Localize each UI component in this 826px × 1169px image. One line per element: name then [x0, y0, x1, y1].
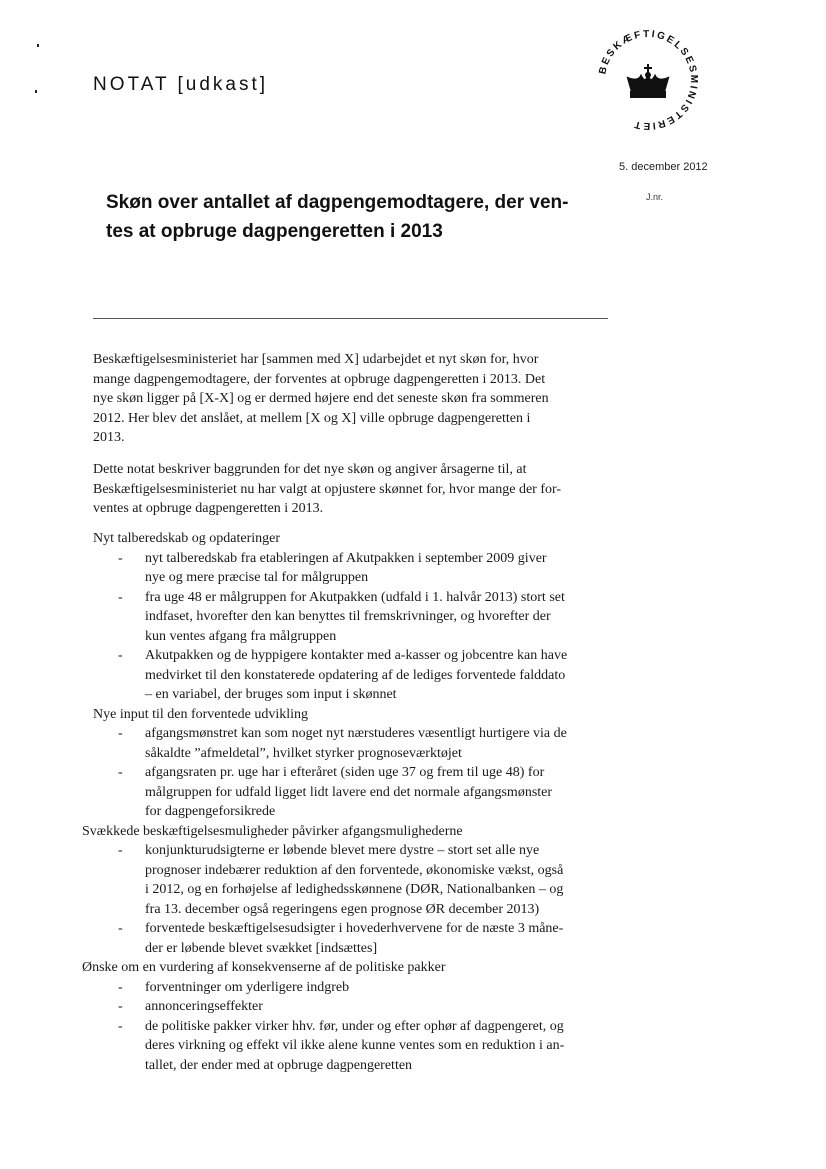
bullet-dash: -	[118, 921, 123, 936]
bullet-line: nyt talberedskab fra etableringen af Akutpakken i september 2009 giver	[145, 550, 547, 566]
paragraph-line: 2012. Her blev det anslået, at mellem [X og X] ville opbruge dagpengeretten i	[93, 410, 531, 426]
bullet-dash: -	[118, 979, 123, 995]
bullet-dash: -	[118, 843, 123, 858]
document-title	[106, 188, 606, 246]
bullet-line: for dagpengeforsikrede	[145, 804, 276, 819]
crown-icon	[588, 20, 708, 140]
title-divider	[93, 318, 608, 319]
bullet-line: annonceringseffekter	[145, 999, 263, 1014]
bullet-dash: -	[118, 1018, 123, 1034]
scan-speck	[37, 44, 39, 47]
section-heading: Nye input til den forventede udvikling	[93, 706, 309, 722]
paragraph-line: mange dagpengemodtagere, der forventes at opbruge dagpengeretten i 2013. Det	[93, 371, 546, 387]
bullet-item	[82, 997, 642, 1017]
bullet-item	[82, 978, 642, 998]
svg-text:BESKÆFTIGELSESMINISTERIET: BESKÆFTIGELSESMINISTERIET	[597, 28, 700, 132]
title-line: Skøn over antallet af dagpengemodtagere, der ven-	[106, 192, 569, 213]
bullet-line: medvirket til den konstaterede opdatering af de lediges forventede falddato	[145, 667, 566, 683]
bullet-line: målgruppen for udfald ligget lidt lavere end det normale afgangsmønster	[145, 784, 553, 800]
sections-list	[82, 529, 642, 1075]
journal-number-label: J.nr.	[646, 192, 664, 202]
bullet-item	[82, 1017, 642, 1076]
paragraph-line: Dette notat beskriver baggrunden for det nye skøn og angiver årsagerne til, at	[93, 462, 527, 477]
bullet-line: forventede beskæftigelsesudsigter i hovederhvervene for de næste 3 måne-	[145, 921, 564, 936]
bullet-line: der er løbende blevet svækket [indsættes]	[145, 940, 378, 956]
bullet-line: såkaldte ”afmeldetal”, hvilket styrker prognoseværktøjet	[145, 745, 462, 761]
paragraph-line: ventes at opbruge dagpengeretten i 2013.	[93, 501, 324, 516]
bullet-item	[82, 588, 642, 647]
section-heading: Ønske om en vurdering af konsekvenserne af de politiske pakker	[82, 960, 446, 975]
bullet-line: Akutpakken og de hyppigere kontakter med a-kasser og jobcentre kan have	[145, 648, 568, 663]
bullet-dash: -	[118, 726, 123, 741]
bullet-dash: -	[118, 999, 123, 1014]
document-date: 5. december 2012	[619, 161, 708, 173]
bullet-item	[82, 549, 642, 588]
title-line: tes at opbruge dagpengeretten i 2013	[106, 221, 443, 242]
bullet-dash: -	[118, 648, 123, 663]
scan-speck	[35, 90, 37, 93]
paragraph-line: nye skøn ligger på [X-X] og er dermed højere end det seneste skøn fra sommeren	[93, 391, 549, 406]
bullet-line: tallet, der ender med at opbruge dagpengeretten	[145, 1057, 413, 1073]
bullet-item	[82, 919, 642, 958]
bullet-dash: -	[118, 589, 123, 605]
bullet-line: i 2012, og en forhøjelse af ledighedsskønnene (DØR, Nationalbanken – og	[145, 882, 564, 897]
bullet-item	[82, 841, 642, 919]
paragraph-line: 2013.	[93, 430, 125, 445]
bullet-line: prognoser indebærer reduktion af den forventede, økonomiske vækst, også	[145, 862, 564, 878]
bullet-line: deres virkning og effekt vil ikke alene kunne ventes som en reduktion i an-	[145, 1038, 565, 1053]
bullet-item	[82, 724, 642, 763]
section-heading: Nyt talberedskab og opdateringer	[93, 531, 280, 546]
document-type-heading: NOTAT [udkast]	[93, 74, 269, 95]
paragraph-line: Beskæftigelsesministeriet har [sammen med X] udarbejdet et nyt skøn for, hvor	[93, 352, 539, 367]
bullet-dash: -	[118, 550, 123, 566]
purpose-paragraph	[93, 460, 623, 519]
bullet-item	[82, 763, 642, 822]
section-heading: Svækkede beskæftigelsesmuligheder påvirker afgangsmulighederne	[82, 823, 463, 839]
bullet-line: fra 13. december også regeringens egen prognose ØR december 2013)	[145, 901, 540, 917]
bullet-line: konjunkturudsigterne er løbende blevet mere dystre – stort set alle nye	[145, 843, 540, 858]
bullet-dash: -	[118, 765, 123, 780]
bullet-line: forventninger om yderligere indgreb	[145, 979, 350, 995]
bullet-line: nye og mere præcise tal for målgruppen	[145, 570, 369, 585]
bullet-line: indfaset, hvorefter den kan benyttes til fremskrivninger, og hvorefter der	[145, 609, 551, 624]
paragraph-line: Beskæftigelsesministeriet nu har valgt at opjustere skønnet for, hvor mange der for-	[93, 481, 562, 497]
bullet-line: afgangsraten pr. uge har i efteråret (siden uge 37 og frem til uge 48) for	[145, 765, 545, 780]
bullet-line: afgangsmønstret kan som noget nyt nærstuderes væsentligt hurtigere via de	[145, 726, 567, 741]
bullet-line: de politiske pakker virker hhv. før, under og efter ophør af dagpengeret, og	[145, 1018, 564, 1034]
bullet-line: kun ventes afgang fra målgruppen	[145, 628, 337, 644]
bullet-item	[82, 646, 642, 705]
bullet-line: – en variabel, der bruges som input i skønnet	[145, 687, 397, 702]
intro-paragraph	[93, 350, 623, 448]
ministry-logo	[588, 20, 708, 140]
bullet-line: fra uge 48 er målgruppen for Akutpakken (udfald i 1. halvår 2013) stort set	[145, 589, 565, 605]
